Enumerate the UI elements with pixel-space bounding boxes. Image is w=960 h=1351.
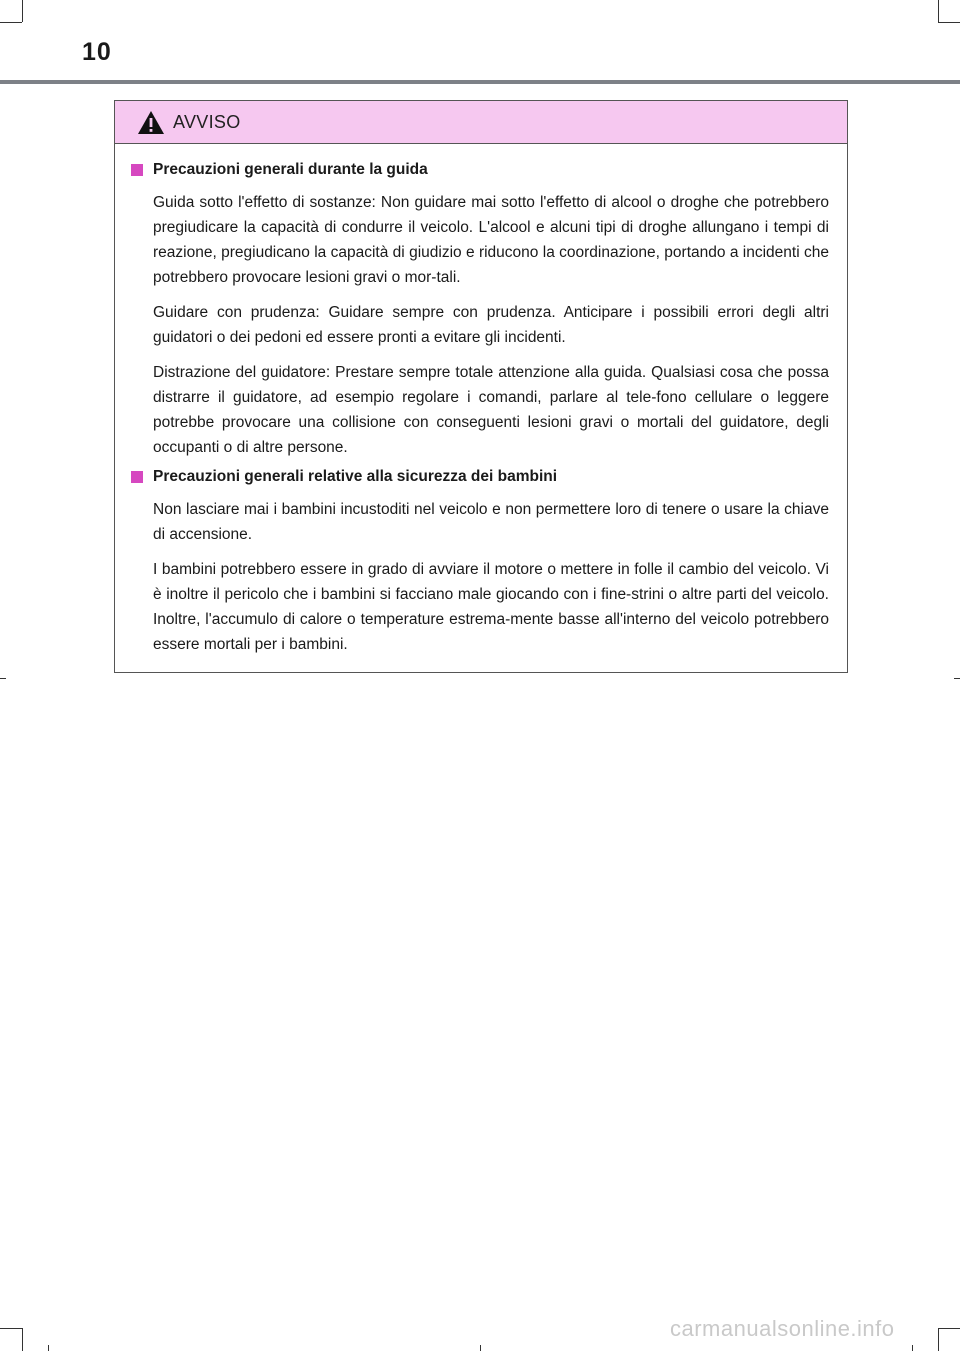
crop-mark bbox=[0, 1328, 22, 1329]
paragraph: Guidare con prudenza: Guidare sempre con prudenza. Anticipare i possibili errori degli altri guidatori o dei pedoni ed essere pronti a evitare gli incidenti. bbox=[153, 304, 829, 346]
warning-box bbox=[114, 100, 848, 673]
header-rule bbox=[0, 80, 960, 84]
warning-body bbox=[115, 144, 847, 657]
paragraph: Non lasciare mai i bambini incustoditi nel veicolo e non permettere loro di tenere o usare la chiave di accensione. bbox=[153, 501, 829, 543]
square-bullet-icon bbox=[131, 471, 143, 483]
page-number: 10 bbox=[82, 38, 112, 66]
crop-mark bbox=[938, 0, 939, 22]
section-heading bbox=[127, 159, 829, 181]
crop-mark bbox=[22, 0, 23, 22]
crop-mark bbox=[938, 1328, 960, 1329]
section-heading-text: Precauzioni generali relative alla sicurezza dei bambini bbox=[153, 468, 558, 485]
crop-mark bbox=[938, 1328, 939, 1351]
crop-tick bbox=[480, 1345, 481, 1351]
crop-mark bbox=[22, 1328, 23, 1351]
crop-tick bbox=[48, 1345, 49, 1351]
crop-mark bbox=[0, 22, 22, 23]
paragraph: Distrazione del guidatore: Prestare sempre totale attenzione alla guida. Qualsiasi cosa che possa distrarre il guidatore, ad esempio regolare i comandi, parlare al tele-fono cellulare o leggere potrebbe provocare una collisione con conseguenti lesioni gravi o mortali del guidatore, degli occupanti o di altre persone. bbox=[153, 364, 829, 456]
section-heading-text: Precauzioni generali durante la guida bbox=[153, 161, 428, 178]
crop-tick bbox=[0, 678, 6, 679]
warning-header bbox=[115, 101, 847, 144]
crop-tick bbox=[912, 1345, 913, 1351]
warning-triangle-icon bbox=[137, 110, 165, 135]
section-driving-precautions bbox=[127, 159, 829, 460]
square-bullet-icon bbox=[131, 164, 143, 176]
watermark: carmanualsonline.info bbox=[670, 1316, 895, 1341]
section-child-safety bbox=[127, 466, 829, 657]
crop-mark bbox=[938, 22, 960, 23]
section-heading bbox=[127, 466, 829, 488]
paragraph: Guida sotto l'effetto di sostanze: Non guidare mai sotto l'effetto di alcool o droghe che potrebbero pregiudicare la capacità di condurre il veicolo. L'alcool e alcuni tipi di droghe allungano i tempi di reazione, pregiudicano la capacità di giudizio e riducono la coordinazione, portando a incidenti che potrebbero provocare lesioni gravi o mor-tali. bbox=[153, 194, 829, 286]
crop-tick bbox=[954, 678, 960, 679]
warning-title: AVVISO bbox=[173, 112, 241, 132]
paragraph: I bambini potrebbero essere in grado di avviare il motore o mettere in folle il cambio del veicolo. Vi è inoltre il pericolo che i bambini si facciano male giocando con i fine-strini o altre parti del veicolo. Inoltre, l'accumulo di calore o temperature estrema-mente basse all'interno del veicolo potrebbero essere mortali per i bambini. bbox=[153, 561, 829, 653]
